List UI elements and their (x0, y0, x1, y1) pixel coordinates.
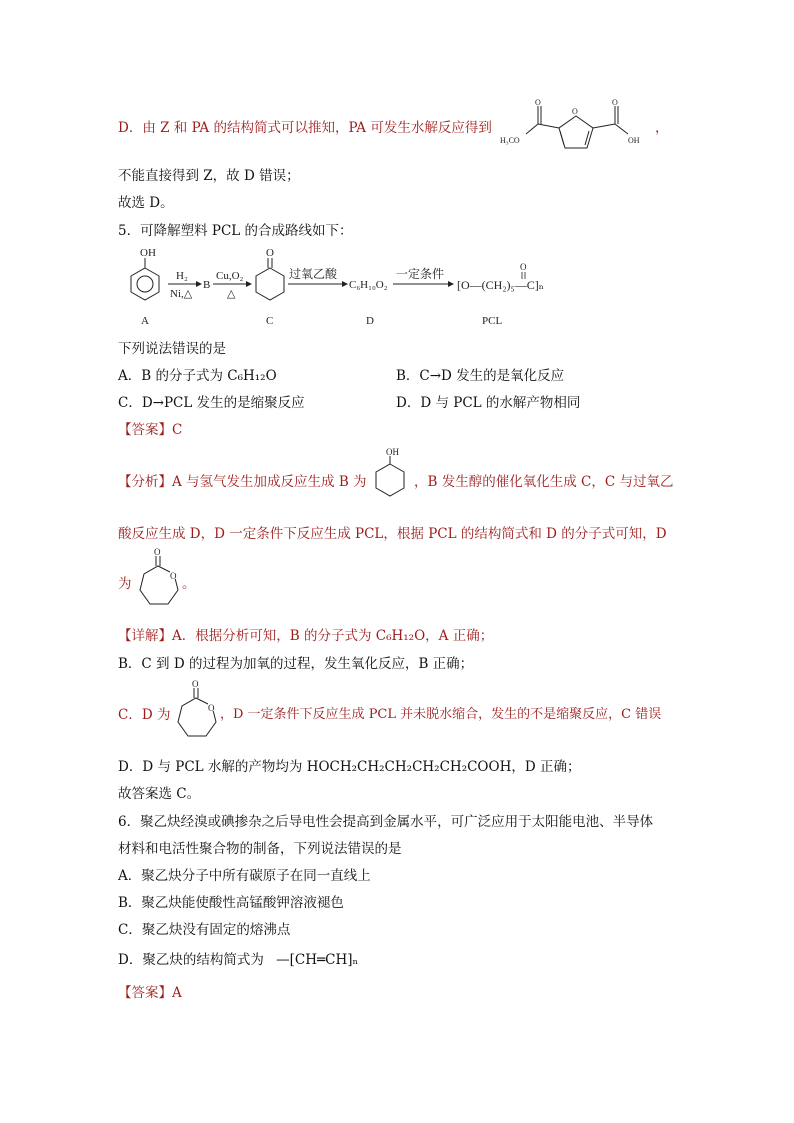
label-c: C (266, 315, 274, 327)
pcl-carbonyl-o: O (520, 262, 527, 272)
q5-detail-c-pre: C．D 为 (118, 707, 171, 723)
step1-condition: Ni,△ (170, 288, 193, 300)
pcl-formula: [O—(CH₂)₅—C]ₙ (457, 278, 544, 292)
q5-stem: 5．可降解塑料 PCL 的合成路线如下： (118, 223, 353, 239)
lactone1-ring-o: O (170, 571, 177, 581)
label-pcl: PCL (482, 315, 503, 327)
pcl-synthesis-scheme (120, 246, 560, 330)
compound-b-label: B (203, 279, 211, 291)
q6-answer: 【答案】A (118, 985, 182, 1001)
q6-option-d-text: D．聚乙炔的结构简式为 (118, 952, 264, 968)
q5-analysis-line3a: 为 (118, 576, 132, 592)
q5-option-a: A．B 的分子式为 C₆H₁₂O (118, 368, 277, 384)
step3-reagent: 过氧乙酸 (289, 267, 338, 281)
phenol-oh-label: OH (140, 247, 156, 259)
acid-carbonyl-o-label: O (612, 98, 618, 107)
cyclohexanol-structure (368, 448, 412, 504)
q6-stem-line2: 材料和电活性聚合物的制备，下列说法错误的是 (118, 841, 402, 857)
cyclohexanol-oh-label: OH (386, 447, 399, 457)
q5-analysis-line1b: ，B 发生醇的催化氧化生成 C，C 与过氧乙 (414, 474, 674, 490)
q5-detail-b: B．C 到 D 的过程为加氧的过程，发生氧化反应，B 正确； (118, 656, 474, 672)
q6-stem-line1: 6．聚乙炔经溴或碘掺杂之后导电性会提高到金属水平，可广泛应用于太阳能电池、半导体 (118, 814, 654, 830)
q4-option-d-line1 (118, 118, 492, 138)
q5-option-d: D．D 与 PCL 的水解产物相同 (396, 395, 581, 411)
step1-reagent: H₂ (176, 270, 188, 282)
q4-conclusion: 故选 D。 (118, 195, 174, 211)
q5-analysis-line2: 酸反应生成 D，D 一定条件下反应生成 PCL，根据 PCL 的结构简式和 D 的分子式可知，D (118, 526, 667, 542)
methoxy-label: H₃CO (500, 136, 520, 145)
q5-option-b: B．C→D 发生的是氧化反应 (396, 368, 565, 384)
ester-carbonyl-o-label: O (535, 98, 541, 107)
step4-condition: 一定条件 (396, 267, 445, 281)
caprolactone-structure-2 (170, 679, 226, 744)
step2-condition: △ (227, 288, 236, 300)
q5-analysis-line3b: 。 (182, 576, 196, 592)
q6-option-d (118, 950, 358, 970)
lactone2-ring-o: O (208, 703, 215, 713)
caprolactone-structure-1 (132, 547, 188, 612)
ketone-o-label: O (266, 247, 274, 259)
polyacetylene-formula: —[CH═CH]ₙ (276, 952, 359, 968)
hydroxyl-label: OH (628, 136, 640, 145)
label-d: D (366, 315, 374, 327)
q5-analysis-line1a: 【分析】A 与氢气发生加成反应生成 B 为 (118, 474, 367, 490)
lactone2-carbonyl-o: O (192, 679, 199, 689)
label-a: A (141, 315, 149, 327)
q5-detail-d: D．D 与 PCL 水解的产物均为 HOCH₂CH₂CH₂CH₂CH₂COOH，D 正确； (118, 759, 581, 775)
lactone1-carbonyl-o: O (154, 547, 161, 557)
furan-o-label: O (572, 107, 578, 116)
compound-d-formula: C₆H₁₀O₂ (349, 279, 388, 291)
q5-conclusion: 故答案选 C。 (118, 786, 201, 802)
q4-option-d-text: D．由 Z 和 PA 的结构简式可以推知，PA 可发生水解反应得到 (118, 120, 492, 136)
q4-comma: ， (655, 120, 669, 136)
q4-option-d-line2: 不能直接得到 Z，故 D 错误； (118, 168, 300, 184)
q5-answer: 【答案】C (118, 422, 183, 438)
furan-diester-structure (498, 98, 658, 158)
q5-detail-a-text: 【详解】A．根据分析可知，B 的分子式为 C₆H₁₂O，A 正确； (118, 628, 494, 644)
q5-detail-c-post: ，D 一定条件下反应生成 PCL 并未脱水缩合，发生的不是缩聚反应，C 错误 (220, 707, 662, 722)
q5-prompt: 下列说法错误的是 (118, 341, 226, 357)
q5-detail-a (118, 626, 493, 646)
q6-option-b: B．聚乙炔能使酸性高锰酸钾溶液褪色 (118, 895, 344, 911)
q6-option-c: C．聚乙炔没有固定的熔沸点 (118, 922, 291, 938)
step2-reagent: Cu,O₂ (216, 270, 244, 282)
q5-option-c: C．D→PCL 发生的是缩聚反应 (118, 395, 305, 411)
q6-option-a: A．聚乙炔分子中所有碳原子在同一直线上 (118, 868, 371, 884)
